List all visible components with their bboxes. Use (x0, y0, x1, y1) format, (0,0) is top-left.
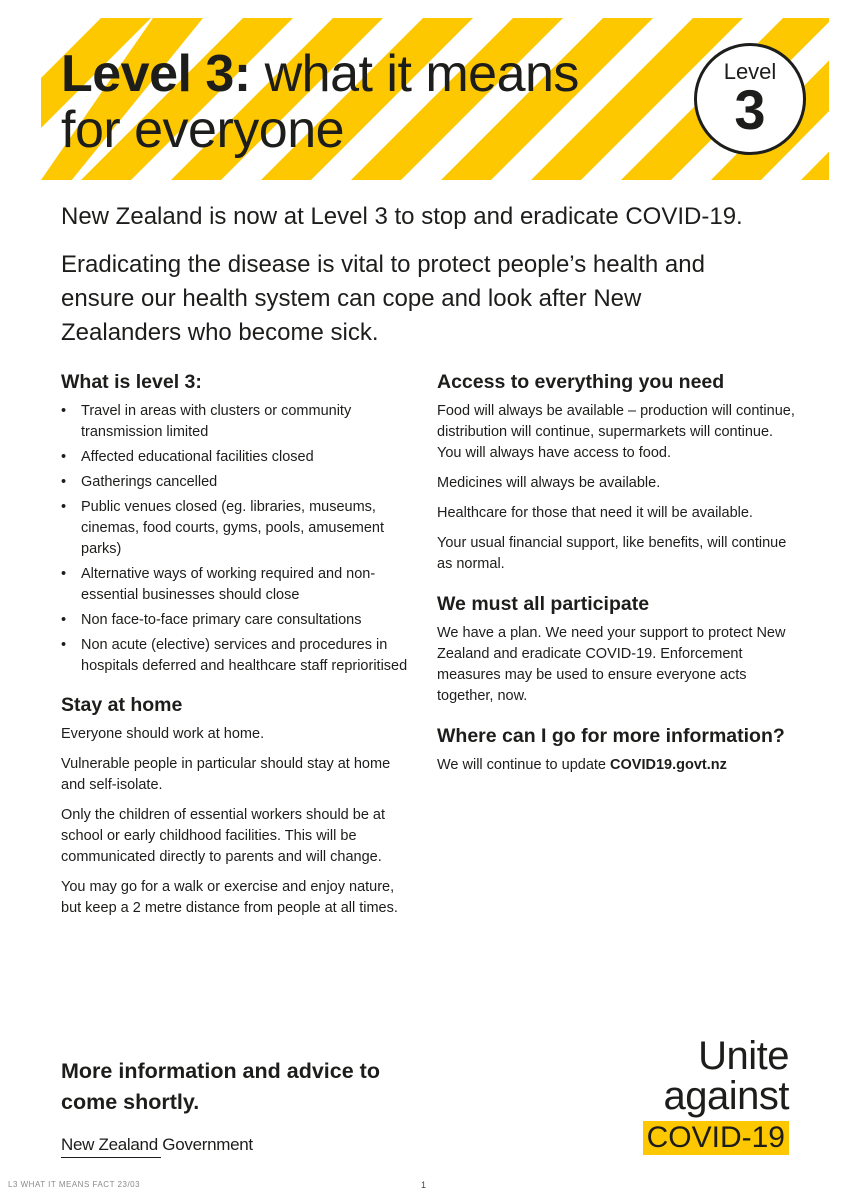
title-line2: for everyone (61, 101, 345, 159)
list-item-text: Affected educational facilities closed (81, 449, 314, 465)
bullet-icon: • (61, 449, 67, 465)
list-item-text: Travel in areas with clusters or community transmission limited (81, 403, 352, 440)
access-paragraph: Your usual financial support, like benefits, will continue as normal. (437, 535, 787, 572)
lead-text: Eradicating the disease is vital to protect people’s health and ensure our health system can cope and look after New Zealanders who become sick. (61, 251, 705, 346)
stay-home-paragraph: Only the children of essential workers should be at school or early childhood facilities. This will be communicated directly to parents and will change. (61, 807, 386, 865)
left-column (61, 370, 411, 928)
more-info-heading: Where can I go for more information? (437, 725, 785, 747)
bullet-icon: • (61, 474, 67, 490)
level-badge (694, 43, 806, 155)
nz-government-logo: New Zealand Government (61, 1135, 253, 1154)
more-info-paragraph (437, 755, 797, 776)
more-advice-text: More information and advice to come shortly. (61, 1059, 380, 1114)
document-code: L3 WHAT IT MEANS FACT 23/03 (8, 1180, 141, 1189)
bullet-icon: • (61, 612, 67, 628)
spacer (437, 584, 797, 592)
unite-logo-line3: COVID-19 (643, 1121, 789, 1155)
list-item (61, 447, 411, 468)
level-badge-number: 3 (734, 78, 766, 141)
stay-home-paragraph: Everyone should work at home. (61, 726, 265, 742)
what-is-heading: What is level 3: (61, 371, 202, 393)
stay-home-paragraph: Vulnerable people in particular should stay at home and self-isolate. (61, 756, 391, 793)
list-item-text: Non acute (elective) services and procedures in hospitals deferred and healthcare staff reprioritised (81, 637, 408, 674)
list-item (61, 564, 411, 606)
spacer (437, 716, 797, 724)
access-paragraph: Food will always be available – production will continue, distribution will continue, supermarkets will continue. You will always have access to food. (437, 403, 795, 461)
list-item (61, 610, 411, 631)
list-item-text: Public venues closed (eg. libraries, museums, cinemas, food courts, gyms, pools, amusement parks) (81, 499, 385, 557)
title-rest: what it means (250, 45, 579, 103)
right-column (437, 370, 797, 785)
list-item-text: Alternative ways of working required and non-essential businesses should close (81, 566, 376, 603)
list-item (61, 635, 411, 677)
list-item (61, 472, 411, 493)
list-item (61, 497, 411, 560)
bullet-icon: • (61, 403, 67, 419)
participate-paragraph: We have a plan. We need your support to protect New Zealand and eradicate COVID-19. Enforcement measures may be used to ensure everyone acts together, now. (437, 625, 786, 704)
list-item-text: Gatherings cancelled (81, 474, 218, 490)
bullet-icon: • (61, 637, 67, 653)
bullet-icon: • (61, 499, 67, 515)
what-is-list (61, 401, 411, 677)
access-heading: Access to everything you need (437, 371, 725, 393)
bullet-icon: • (61, 566, 67, 582)
covid-website-link[interactable]: COVID19.govt.nz (610, 757, 727, 773)
unite-against-covid-logo (643, 1036, 789, 1155)
intro-text: New Zealand is now at Level 3 to stop and eradicate COVID-19. (61, 203, 743, 230)
list-item-text: Non face-to-face primary care consultations (81, 612, 362, 628)
stay-home-paragraph: You may go for a walk or exercise and enjoy nature, but keep a 2 metre distance from people at all times. (61, 879, 398, 916)
unite-logo-line1: Unite (698, 1034, 789, 1078)
access-paragraph: Healthcare for those that need it will be available. (437, 505, 753, 521)
title-bold: Level 3: (61, 45, 251, 103)
page-number: 1 (421, 1180, 427, 1190)
nz-government-logo-underline (61, 1157, 161, 1158)
access-paragraph: Medicines will always be available. (437, 475, 661, 491)
level-badge-word: Level (723, 59, 777, 84)
more-info-text: We will continue to update (437, 757, 611, 773)
unite-logo-line2: against (663, 1074, 789, 1118)
stay-home-heading: Stay at home (61, 694, 183, 716)
participate-heading: We must all participate (437, 593, 650, 615)
list-item (61, 401, 411, 443)
page-title (61, 46, 579, 158)
